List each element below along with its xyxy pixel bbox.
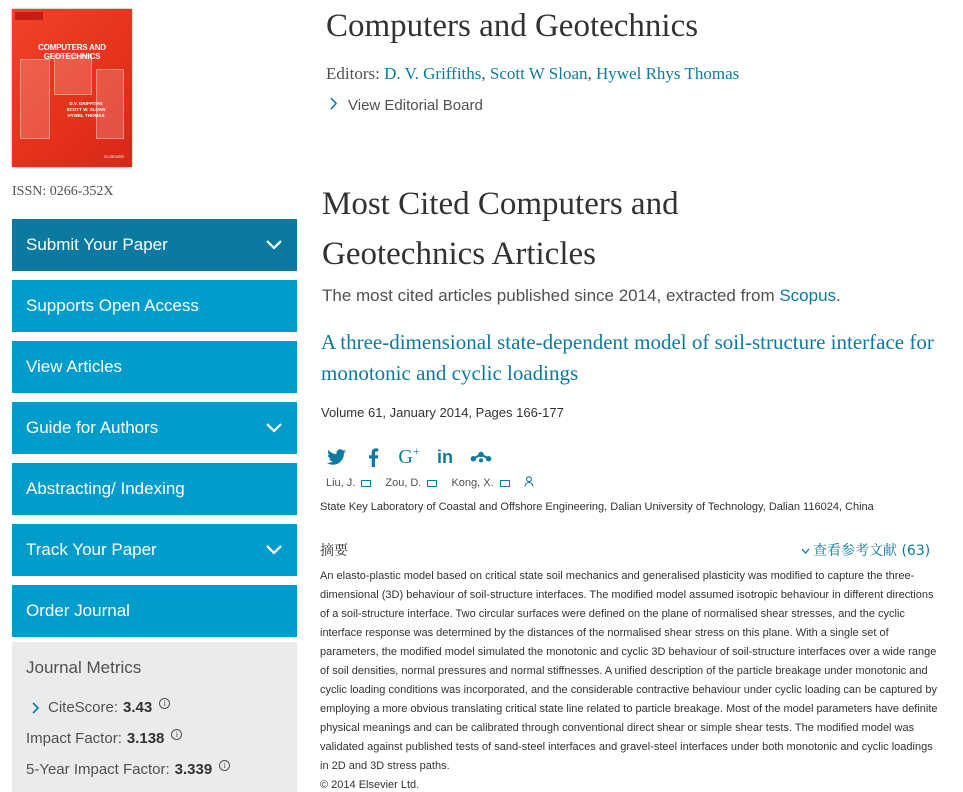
citescore-value: 3.43	[123, 699, 153, 716]
abstract-body: An elasto-plastic model based on critical state soil mechanics and generalised plasticity was modified to capture the three-dimensional (3D) behaviour of soil-structure interfaces. The modified model assumed isotropic behaviour in different directions of a soil-structure interface. Two circular surfaces were defined on the plane of normalised shear stresses, and the cyclic interface response was determined by the distances of the normalised shear stress on this plane. With a single set of parameters, the modified model simulated the monotonic and cyclic 3D behaviour of soil-structure interfaces over a wide range of soil densities, normal pressures and normal stiffnesses. A unified description of the particle breakage under monotonic and cyclic loading conditions was incorporated, and the considerable contractive behaviour under cyclic loading can be captured by employing a more obvious translating critical state line related to particle breakage. Most of the model parameters have definite physical meanings and can be calibrated through conventional direct shear or simple shear tests. The modified model was validated against published tests of sand-steel interfaces and gravel-steel interfaces under both monotonic and cyclic loadings in 2D and 3D stress paths.	[320, 570, 938, 772]
chevron-down-icon[interactable]	[265, 419, 283, 437]
track-paper-button[interactable]	[12, 524, 297, 576]
five-year-value: 3.339	[174, 761, 213, 778]
abstract-text	[320, 567, 940, 792]
nav-label: Abstracting/ Indexing	[26, 479, 185, 498]
nav-label: Track Your Paper	[26, 540, 157, 559]
citescore-label: CiteScore:	[48, 699, 119, 716]
citescore-metric[interactable]	[26, 692, 283, 723]
page-subtitle	[322, 286, 841, 306]
impact-factor-label: Impact Factor:	[26, 730, 122, 747]
board-link-label: View Editorial Board	[348, 97, 483, 114]
impact-factor-value: 3.138	[126, 730, 165, 747]
scopus-link[interactable]: Scopus	[779, 286, 837, 305]
twitter-icon[interactable]	[326, 446, 348, 468]
five-year-impact-metric	[26, 754, 283, 785]
editor-link[interactable]: D. V. Griffiths	[384, 64, 482, 83]
subhead-text: The most cited articles published since 2014, extracted from	[322, 286, 775, 305]
author-list	[326, 476, 534, 490]
share-bar	[326, 443, 492, 468]
author-link[interactable]	[326, 477, 371, 489]
sidebar-nav	[12, 219, 297, 646]
author-name: Kong, X.	[451, 477, 494, 489]
author-name: Liu, J.	[326, 477, 356, 489]
submit-paper-button[interactable]	[12, 219, 297, 271]
author-affiliation: State Key Laboratory of Coastal and Offshore Engineering, Dalian University of Technology, Dalian 116024, China	[320, 501, 874, 513]
facebook-icon[interactable]	[362, 446, 384, 468]
journal-title: Computers and Geotechnics	[326, 8, 699, 44]
nav-label: Supports Open Access	[26, 296, 199, 315]
cover-editor: SCOTT W. SLOAN	[66, 107, 106, 112]
info-icon[interactable]: i	[159, 698, 170, 709]
cover-editor: D.V. GRIFFITHS	[69, 101, 103, 106]
references-label: 查看参考文献 (63)	[813, 543, 931, 559]
cover-publisher: ELSEVIER	[104, 154, 124, 159]
editor-link[interactable]: Scott W Sloan	[489, 64, 588, 83]
subhead-end: .	[836, 286, 841, 305]
author-name: Zou, D.	[385, 477, 422, 489]
info-icon[interactable]: i	[171, 729, 182, 740]
view-references-link[interactable]	[801, 540, 930, 560]
impact-factor-metric	[26, 723, 283, 754]
abstracting-indexing-button[interactable]	[12, 463, 297, 515]
cover-title: COMPUTERS AND GEOTECHNICS	[38, 43, 106, 61]
chevron-down-icon[interactable]	[265, 236, 283, 254]
journal-cover[interactable]	[12, 9, 132, 167]
cover-editors	[56, 101, 116, 119]
editor-link[interactable]: Hywel Rhys Thomas	[596, 64, 740, 83]
article-title-link[interactable]: A three-dimensional state-dependent model of soil-structure interface for monotonic and cyclic loadings	[321, 330, 934, 385]
google-plus-icon[interactable]: G +	[398, 443, 420, 468]
journal-metrics	[12, 642, 297, 792]
guide-for-authors-button[interactable]	[12, 402, 297, 454]
linkedin-icon[interactable]: in	[437, 446, 453, 467]
cover-logo-strip	[15, 12, 43, 20]
cover-panel	[54, 55, 92, 95]
nav-label: Order Journal	[26, 601, 130, 620]
editorial-board-link[interactable]	[330, 97, 483, 114]
cover-panel	[20, 59, 50, 139]
author-link[interactable]	[385, 477, 437, 489]
supports-open-access-button[interactable]	[12, 280, 297, 332]
person-icon[interactable]	[524, 476, 534, 490]
editors-label: Editors:	[326, 64, 380, 83]
chevron-right-icon	[330, 97, 338, 114]
mail-icon[interactable]	[500, 480, 510, 487]
view-articles-button[interactable]	[12, 341, 297, 393]
chevron-down-icon	[801, 542, 810, 558]
page-title: Most Cited Computers and Geotechnics Articles	[322, 186, 679, 272]
issn: ISSN: 0266-352X	[12, 184, 114, 199]
abstract-heading: 摘要	[320, 543, 348, 559]
metrics-title: Journal Metrics	[26, 658, 142, 677]
article-volume: Volume 61, January 2014, Pages 166-177	[321, 405, 564, 420]
nav-label: View Articles	[26, 357, 123, 376]
cover-editor: HYWEL THOMAS	[67, 113, 105, 118]
mail-icon[interactable]	[361, 480, 371, 487]
author-link[interactable]	[451, 477, 509, 489]
info-icon[interactable]: i	[219, 760, 230, 771]
nav-label: Submit Your Paper	[26, 235, 168, 254]
five-year-label: 5-Year Impact Factor:	[26, 761, 170, 778]
copyright: © 2014 Elsevier Ltd.	[320, 779, 420, 791]
mendeley-icon[interactable]	[470, 446, 492, 468]
editors-line: Editors: D. V. Griffiths, Scott W Sloan, Hywel Rhys Thomas	[326, 64, 740, 83]
order-journal-button[interactable]	[12, 585, 297, 637]
nav-label: Guide for Authors	[26, 418, 159, 437]
chevron-right-icon[interactable]	[32, 702, 40, 714]
mail-icon[interactable]	[427, 480, 437, 487]
chevron-down-icon[interactable]	[265, 541, 283, 559]
